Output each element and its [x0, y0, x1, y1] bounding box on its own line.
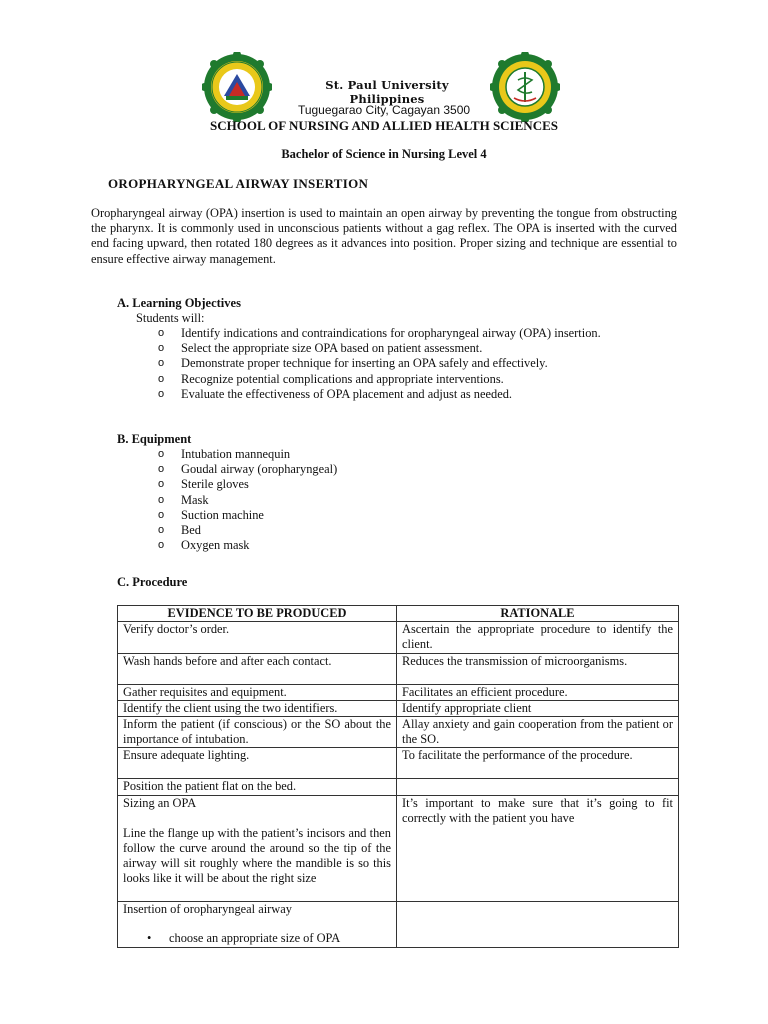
evidence-cell: Position the patient flat on the bed. [118, 779, 397, 795]
learning-objectives-lead: Students will: [136, 311, 205, 325]
table-row [118, 748, 679, 779]
program-name: Bachelor of Science in Nursing Level 4 [281, 147, 487, 161]
list-bullet: o [158, 327, 165, 339]
table-row [118, 717, 679, 748]
rationale-cell: Facilitates an efficient procedure. [397, 684, 679, 700]
university-city: Tuguegarao City, Cagayan 3500 [297, 103, 471, 117]
learning-objectives-heading: A. Learning Objectives [117, 296, 241, 310]
rationale-cell: It’s important to make sure that it’s going to fit correctly with the patient you have [397, 795, 679, 901]
list-bullet: o [158, 463, 165, 476]
list-item: o Select the appropriate size OPA based on patient assessment. [158, 341, 483, 356]
rationale-cell: Identify appropriate client [397, 700, 679, 716]
nursing-school-seal-logo [490, 52, 560, 122]
evidence-cell: Inform the patient (if conscious) or the SO about the importance of intubation. [118, 717, 397, 748]
evidence-cell: Ensure adequate lighting. [118, 748, 397, 779]
table-row [118, 700, 679, 716]
sizing-title: Sizing an OPA [123, 795, 197, 810]
sizing-body: Line the flange up with the patient’s incisors and then follow the curve around the around so the tip of the airway will sit roughly where the mandible is so this looks like it will be about the right size [123, 825, 391, 886]
list-item: o Recognize potential complications and appropriate interventions. [158, 371, 504, 386]
equipment-list [158, 447, 458, 553]
rationale-cell: Allay anxiety and gain cooperation from the patient or the SO. [397, 717, 679, 748]
university-name: St. Paul University Philippines [325, 78, 449, 106]
learning-objectives-list [158, 326, 677, 402]
list-bullet: o [158, 539, 165, 552]
procedure-table [117, 605, 679, 948]
list-item: o Demonstrate proper technique for inserting an OPA safely and effectively. [158, 356, 548, 371]
school-name: SCHOOL OF NURSING AND ALLIED HEALTH SCIENCES [210, 118, 558, 133]
list-item: o Oxygen mask [158, 538, 250, 553]
list-bullet: o [158, 524, 165, 537]
column-header-evidence: EVIDENCE TO BE PRODUCED [118, 606, 397, 622]
list-item: o Bed [158, 523, 201, 538]
column-header-rationale: RATIONALE [397, 606, 679, 622]
list-item: o Identify indications and contraindications for oropharyngeal airway (OPA) insertion. [158, 326, 601, 340]
rationale-cell [397, 901, 679, 947]
insertion-title: Insertion of oropharyngeal airway [123, 901, 292, 916]
evidence-cell: Gather requisites and equipment. [118, 684, 397, 700]
intro-paragraph: Oropharyngeal airway (OPA) insertion is used to maintain an open airway by preventing the tongue from obstructing the pharynx. It is commonly used in unconscious patients without a gag reflex. The OPA is inserted with the curved end facing upward, then rotated 180 degrees as it advances into position. Proper sizing and technique are essential to ensure effective airway management. [91, 206, 677, 266]
list-item: o Suction machine [158, 507, 264, 522]
rationale-cell [397, 779, 679, 795]
list-bullet: o [158, 508, 165, 521]
list-item: • choose an appropriate size of OPA [147, 930, 341, 945]
evidence-cell-sizing [118, 795, 397, 901]
list-item: o Goudal airway (oropharyngeal) [158, 462, 338, 477]
document-title: OROPHARYNGEAL AIRWAY INSERTION [108, 176, 369, 191]
list-item: o Intubation mannequin [158, 447, 291, 461]
table-row [118, 901, 679, 947]
bullet-dot-icon: • [147, 930, 152, 945]
rationale-cell: Reduces the transmission of microorganisms. [397, 653, 679, 684]
table-row [118, 795, 679, 901]
university-seal-logo [202, 52, 272, 122]
evidence-cell: Verify doctor’s order. [118, 622, 397, 653]
table-row [118, 684, 679, 700]
procedure-heading: C. Procedure [117, 575, 188, 589]
evidence-cell-insertion [118, 901, 397, 947]
list-item: o Mask [158, 492, 209, 507]
table-row [118, 653, 679, 684]
table-header-row [118, 606, 679, 622]
list-bullet: o [158, 387, 165, 400]
list-bullet: o [158, 448, 165, 460]
list-bullet: o [158, 342, 165, 355]
table-row [118, 622, 679, 653]
rationale-cell: Ascertain the appropriate procedure to identify the client. [397, 622, 679, 653]
equipment-heading: B. Equipment [117, 432, 192, 446]
list-bullet: o [158, 478, 165, 491]
table-row [118, 779, 679, 795]
list-item: o Sterile gloves [158, 477, 249, 492]
evidence-cell: Identify the client using the two identifiers. [118, 700, 397, 716]
evidence-cell: Wash hands before and after each contact. [118, 653, 397, 684]
list-bullet: o [158, 372, 165, 385]
list-bullet: o [158, 357, 165, 370]
list-bullet: o [158, 493, 165, 506]
list-item: o Evaluate the effectiveness of OPA placement and adjust as needed. [158, 386, 512, 401]
rationale-cell: To facilitate the performance of the procedure. [397, 748, 679, 779]
